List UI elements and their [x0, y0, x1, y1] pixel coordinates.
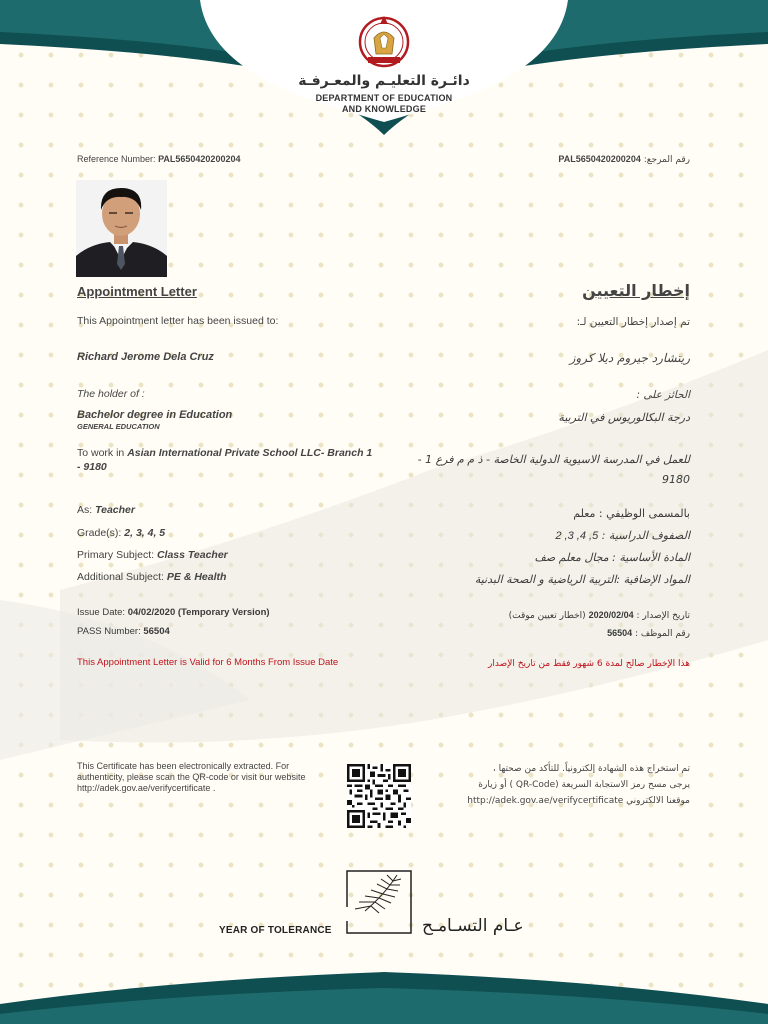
issue-date-value-ar: 2020/02/04	[588, 610, 634, 620]
degree-ar: درجة البكالوريوس في التربية	[558, 411, 690, 424]
certificate-note-ar-line1: تم استخراج هذه الشهادة إلكترونياً. للتأكد من صحتها ،	[492, 764, 690, 774]
issue-note-ar: (اخطار تعيين موقت)	[508, 611, 586, 621]
primary-subject-label: Primary Subject:	[77, 549, 155, 561]
school-name-en: Asian International Private School LLC- Branch 1 - 9180	[77, 447, 373, 473]
primary-subject-value: Class Teacher	[156, 549, 228, 561]
issue-date-label: Issue Date:	[77, 607, 126, 618]
job-title-value: Teacher	[95, 504, 135, 516]
pass-number-label: PASS Number:	[77, 626, 141, 637]
emblem-logo-icon	[356, 8, 412, 70]
job-title-ar: بالمسمى الوظيفي : معلم	[573, 507, 690, 520]
work-label-en: To work in	[77, 447, 125, 459]
portrait-image-icon	[76, 180, 167, 277]
degree-specialization-en: GENERAL EDUCATION	[77, 422, 160, 431]
work-place-ar: للعمل في المدرسة الاسيوية الدولية الخاصة - ذ م م فرع 1 - 9180	[417, 453, 690, 486]
qr-code-icon[interactable]	[346, 764, 412, 828]
issued-to-ar: تم إصدار إخطار التعيين لـ:	[576, 316, 690, 328]
holder-label-ar: الحائز على :	[636, 389, 690, 401]
page-title-ar: إخطار التعيين	[582, 281, 690, 300]
certificate-note-ar	[420, 761, 690, 809]
additional-subject-ar: المواد الإضافية :التربية الرياضية و الصحة البدنية	[474, 573, 690, 586]
work-place-en	[77, 446, 377, 474]
additional-subject-en	[77, 571, 226, 583]
grades-label-ar: الصفوف الدراسية :	[601, 529, 690, 542]
additional-subject-value: PE & Health	[166, 571, 227, 583]
pass-number-ar	[490, 628, 690, 639]
reference-number-en	[77, 154, 240, 164]
primary-subject-ar: المادة الأساسية : مجال معلم صف	[534, 551, 690, 564]
issue-date-en	[77, 607, 270, 618]
reference-label-ar: رقم المرجع:	[643, 155, 690, 165]
pass-number-value-ar: 56504	[607, 628, 633, 638]
validity-note-en: This Appointment Letter is Valid for 6 Months From Issue Date	[77, 657, 339, 668]
holder-name-ar: ريتشارد جيروم ديلا كروز	[569, 351, 690, 365]
year-of-tolerance-ar: عـام التسـامـح	[422, 916, 524, 936]
grades-value: 2, 3, 4, 5	[124, 527, 166, 539]
job-title-en	[77, 504, 135, 516]
holder-photo	[76, 180, 167, 277]
issue-date-value: 04/02/2020 (Temporary Version)	[127, 607, 270, 618]
brand-name-line1: DEPARTMENT OF EDUCATION	[315, 93, 453, 103]
degree-en: Bachelor degree in Education	[77, 409, 233, 421]
year-of-tolerance-en: YEAR OF TOLERANCE	[219, 925, 332, 936]
issued-to-en: This Appointment letter has been issued to:	[77, 315, 279, 327]
holder-label-en: The holder of :	[77, 388, 145, 400]
grades-label: Grade(s):	[77, 527, 122, 539]
year-of-tolerance-logo-icon	[345, 869, 413, 935]
grades-value-ar: 5, 4, 3, 2	[555, 530, 599, 542]
reference-value: PAL5650420200204	[158, 154, 241, 164]
reference-number-ar	[460, 154, 690, 165]
pass-number-en	[77, 626, 170, 637]
certificate-note-ar-line2: يرجى مسح رمز الاستجابة السريعة (QR-Code ) أو زيارة	[478, 780, 690, 790]
validity-note-ar: هذا الإخطار صالح لمدة 6 شهور فقط من تاريخ الإصدار	[488, 659, 690, 669]
grades-ar	[440, 529, 690, 542]
issue-date-label-ar: تاريخ الإصدار :	[636, 611, 690, 621]
brand-name-line2: AND KNOWLEDGE	[341, 104, 427, 114]
job-title-label: As:	[77, 504, 93, 516]
additional-subject-label: Additional Subject:	[77, 571, 164, 583]
pass-number-label-ar: رقم الموظف :	[635, 629, 690, 639]
certificate-note-ar-line3: موقعنا الالكتروني http://adek.gov.ae/verifycertificate	[467, 796, 690, 806]
grades-en	[77, 527, 165, 539]
reference-label: Reference Number:	[77, 154, 156, 164]
primary-subject-en	[77, 549, 228, 561]
page-title-en: Appointment Letter	[77, 284, 197, 299]
issue-date-ar	[420, 610, 690, 621]
holder-name-en: Richard Jerome Dela Cruz	[77, 351, 214, 363]
reference-value-ar: PAL5650420200204	[558, 154, 641, 164]
brand-name-arabic: دائـرة التعليـم والمعـرفـة	[298, 73, 470, 89]
pass-number-value: 56504	[143, 626, 170, 637]
certificate-note-en: This Certificate has been electronically extracted. For authenticity, please scan the QR-code or visit our website http://adek.gov.ae/verifycertificate .	[77, 761, 306, 793]
